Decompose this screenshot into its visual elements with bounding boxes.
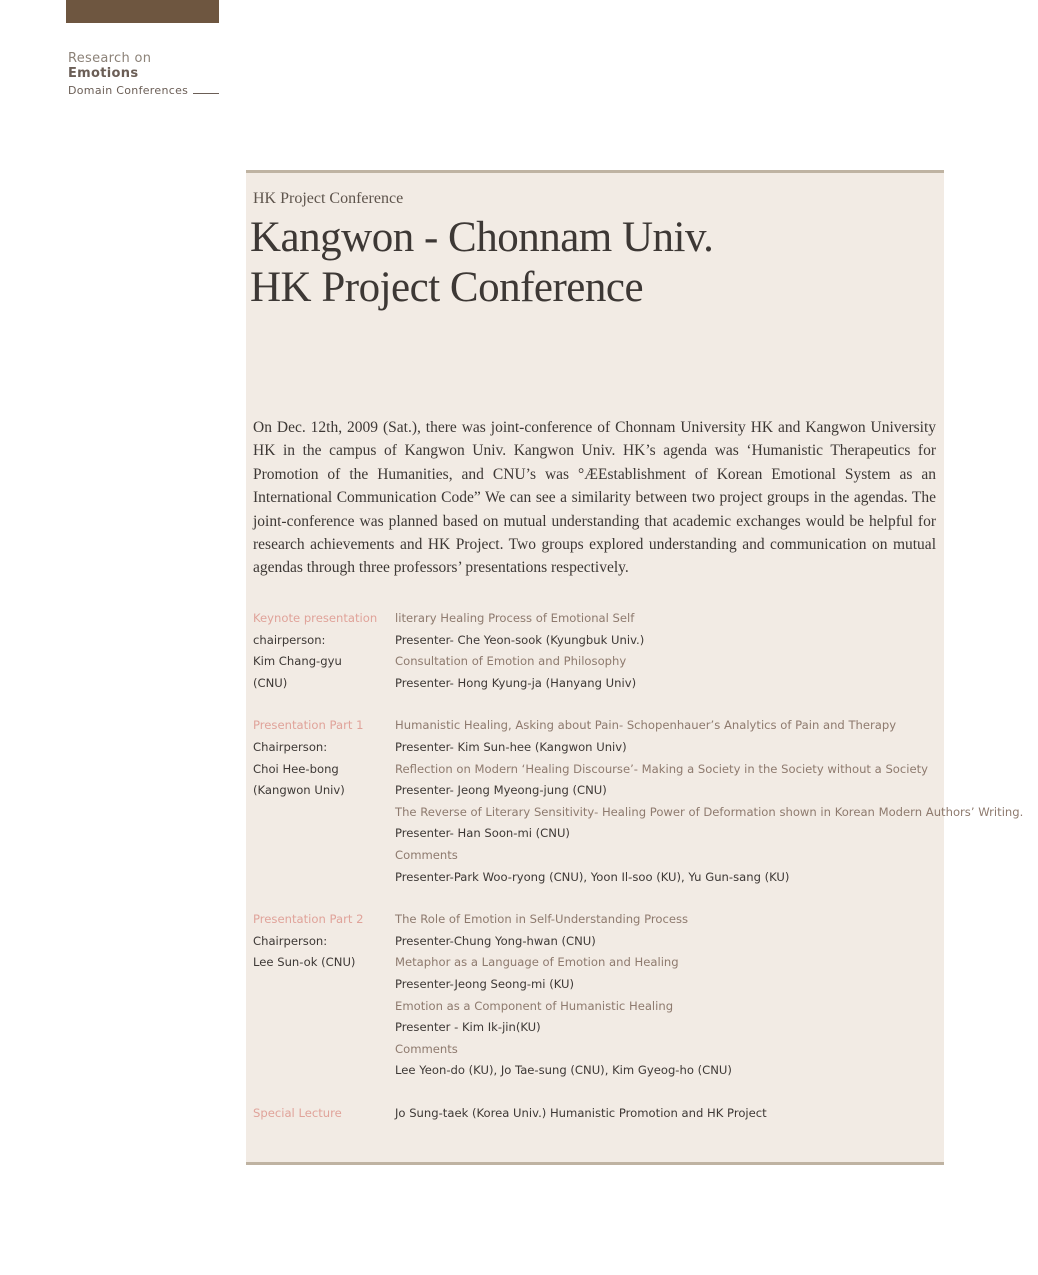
- presentation-title: literary Healing Process of Emotional Self: [395, 611, 635, 625]
- brand-subtitle: Domain Conferences: [68, 84, 219, 97]
- presenter-line: Presenter-Chung Yong-hwan (CNU): [395, 933, 596, 948]
- session-chair-line: (Kangwon Univ): [253, 783, 345, 798]
- session-chair-line: Lee Sun-ok (CNU): [253, 955, 356, 970]
- presenter-line: Presenter- Hong Kyung-ja (Hanyang Univ): [395, 675, 637, 690]
- presentation-title: Consultation of Emotion and Philosophy: [395, 654, 627, 669]
- section-brand: [68, 51, 219, 97]
- presenter-line: Presenter-Park Woo-ryong (CNU), Yoon Il-soo (KU), Yu Gun-sang (KU): [395, 869, 790, 884]
- session-chair-line: Choi Hee-bong: [253, 761, 339, 776]
- session-items: [395, 909, 943, 1082]
- session-meta: [253, 1103, 395, 1125]
- session-meta: [253, 608, 395, 694]
- session-label: Keynote presentation: [253, 611, 378, 625]
- session-chair-line: chairperson:: [253, 632, 326, 647]
- presenter-line: Presenter- Kim Sun-hee (Kangwon Univ): [395, 739, 627, 754]
- session-chair-line: (CNU): [253, 675, 288, 690]
- session-meta: [253, 715, 395, 888]
- presenter-line: Presenter- Che Yeon-sook (Kyungbuk Univ.): [395, 632, 645, 647]
- session-items: [395, 1103, 943, 1125]
- article-intro: On Dec. 12th, 2009 (Sat.), there was joint-conference of Chonnam University HK and Kangwon University HK in the campus of Kangwon Univ. Kangwon Univ. HK’s agenda was ‘Humanistic Therapeutics for Promotion of the Humanities, and CNU’s was °ÆEstablishment of Korean Emotional System as an International Communication Code” We can see a similarity between two project groups in the agendas. The joint-conference was planned based on mutual understanding that academic exchanges would be helpful for research achievements and HK Project. Two groups explored understanding and communication on mutual agendas through three professors’ presentations respectively.: [253, 419, 936, 577]
- presenter-line: Lee Yeon-do (KU), Jo Tae-sung (CNU), Kim Gyeog-ho (CNU): [395, 1063, 732, 1078]
- presentation-title: The Role of Emotion in Self-Understanding Process: [395, 912, 689, 927]
- presentation-title: Comments: [395, 1041, 458, 1056]
- program-session: [253, 909, 943, 1082]
- session-label: Presentation Part 2: [253, 912, 364, 927]
- presentation-title: Metaphor as a Language of Emotion and Healing: [395, 955, 679, 970]
- presentation-title: The Reverse of Literary Sensitivity- Healing Power of Deformation shown in Korean Modern Authors’ Writing.: [395, 804, 1024, 819]
- article-title: Kangwon - Chonnam Univ. HK Project Conference: [250, 214, 714, 311]
- program-session: [253, 1103, 943, 1125]
- presentation-title: Emotion as a Component of Humanistic Healing: [395, 998, 674, 1013]
- program-schedule: [253, 608, 1024, 1145]
- brand-title: Research on Emotions: [68, 51, 152, 81]
- presenter-line: Presenter- Han Soon-mi (CNU): [395, 826, 570, 841]
- presenter-line: Jo Sung-taek (Korea Univ.) Humanistic Promotion and HK Project: [395, 1105, 767, 1120]
- program-session: [253, 608, 943, 694]
- header-color-bar: [66, 0, 219, 23]
- program-session: [253, 715, 1024, 888]
- presenter-line: Presenter- Jeong Myeong-jung (CNU): [395, 783, 607, 798]
- session-label: Presentation Part 1: [253, 718, 364, 733]
- presentation-title: Comments: [395, 847, 458, 862]
- session-label: Special Lecture: [253, 1105, 342, 1120]
- article-panel: [246, 170, 1024, 1165]
- session-chair-line: Kim Chang-gyu: [253, 654, 342, 669]
- presenter-line: Presenter - Kim Ik-jin(KU): [395, 1020, 541, 1035]
- brand-rule: [193, 93, 219, 94]
- session-chair-line: Chairperson:: [253, 739, 328, 754]
- presenter-line: Presenter-Jeong Seong-mi (KU): [395, 976, 575, 991]
- session-items: [395, 715, 1023, 888]
- article-kicker: HK Project Conference: [253, 190, 404, 207]
- presentation-title: Reflection on Modern ‘Healing Discourse’- Making a Society in the Society without a Society: [395, 761, 929, 776]
- session-items: [395, 608, 943, 694]
- presentation-title: Humanistic Healing, Asking about Pain- Schopenhauer’s Analytics of Pain and Therapy: [395, 718, 897, 733]
- session-meta: [253, 909, 395, 1082]
- session-chair-line: Chairperson:: [253, 933, 328, 948]
